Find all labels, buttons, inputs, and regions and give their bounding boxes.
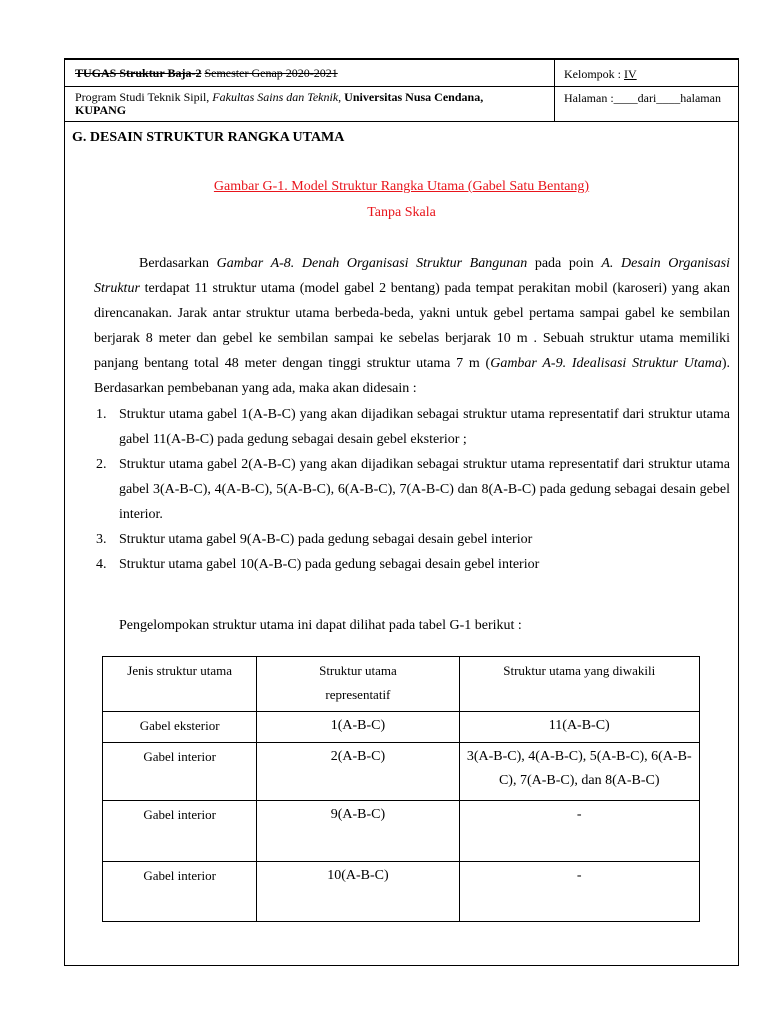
table-cell: 2(A-B-C) bbox=[257, 743, 459, 801]
para-text: Berdasarkan bbox=[139, 256, 209, 271]
section-heading: G. DESAIN STRUKTUR RANGKA UTAMA bbox=[72, 130, 345, 145]
list-item bbox=[94, 527, 730, 552]
course-title: TUGAS Struktur Baja-2 bbox=[75, 66, 202, 80]
page-counter: Halaman :____dari____halaman bbox=[564, 91, 721, 105]
table-cell: 3(A-B-C), 4(A-B-C), 5(A-B-C), 6(A-B-C), 7(A-B-C), dan 8(A-B-C) bbox=[459, 743, 699, 801]
column-header: Jenis struktur utama bbox=[103, 657, 257, 712]
body-paragraph bbox=[94, 251, 730, 401]
table-intro: Pengelompokan struktur utama ini dapat dilihat pada tabel G-1 berikut : bbox=[119, 618, 522, 633]
para-ref-figure-a8: Gambar A-8. Denah Organisasi Struktur Bangunan bbox=[216, 256, 528, 271]
table-row bbox=[103, 801, 700, 862]
table-cell: Gabel interior bbox=[103, 743, 257, 801]
faculty-text: Fakultas Sains dan Teknik, bbox=[212, 90, 342, 104]
para-text: terdapat 11 struktur utama (model gabel 2 bentang) pada tempat perakitan mobil (karoseri) yang akan direncanakan. Jarak antar struktur utama berbeda-beda, yakni untuk gebel pertama sampai gabel ke sembilan berjarak 8 meter dan gebel ke sembilan sampai ke sebelas berjarak 10 m . Sebuah struktur utama memiliki panjang bentang total 48 meter dengan tinggi struktur utama 7 m ( bbox=[94, 281, 731, 371]
list-number: 4. bbox=[96, 557, 107, 572]
structure-group-table bbox=[102, 656, 700, 922]
group-label: Kelompok : bbox=[564, 67, 621, 81]
header-program-cell bbox=[65, 87, 555, 122]
design-list bbox=[94, 402, 730, 577]
table-cell: 9(A-B-C) bbox=[257, 801, 459, 862]
list-item bbox=[94, 402, 730, 452]
list-number: 2. bbox=[96, 457, 107, 472]
table-cell: Gabel eksterior bbox=[103, 712, 257, 743]
table-row bbox=[103, 712, 700, 743]
city-text: KUPANG bbox=[75, 103, 127, 117]
column-header: Struktur utama yang diwakili bbox=[459, 657, 699, 712]
table-cell: 1(A-B-C) bbox=[257, 712, 459, 743]
para-ref-section-a: A. Desain Organisasi Struktur bbox=[94, 256, 730, 296]
table-cell: Gabel interior bbox=[103, 801, 257, 862]
header-page-cell bbox=[555, 87, 739, 122]
list-item bbox=[94, 552, 730, 577]
table-row bbox=[103, 743, 700, 801]
para-ref-figure-a9: Gambar A-9. Idealisasi Struktur Utama bbox=[490, 356, 722, 371]
semester-text: Semester Genap 2020-2021 bbox=[204, 66, 338, 80]
list-item-text: Struktur utama gabel 1(A-B-C) yang akan dijadikan sebagai struktur utama representatif dari struktur utama gabel 11(A-B-C) pada gedung sebagai desain gebel eksterior ; bbox=[119, 407, 730, 447]
list-item-text: Struktur utama gabel 2(A-B-C) yang akan dijadikan sebagai struktur utama representatif dari struktur utama gabel 3(A-B-C), 4(A-B-C), 5(A-B-C), 6(A-B-C), 7(A-B-C) dan 8(A-B-C) pada gedung sebagai desain gebel interior. bbox=[119, 457, 730, 522]
list-item-text: Struktur utama gabel 9(A-B-C) pada gedung sebagai desain gebel interior bbox=[119, 532, 533, 547]
table-cell: 11(A-B-C) bbox=[459, 712, 699, 743]
table-cell: - bbox=[459, 862, 699, 922]
column-header: Struktur utama representatif bbox=[257, 657, 459, 712]
list-number: 1. bbox=[96, 407, 107, 422]
para-text: pada poin bbox=[534, 256, 594, 271]
list-item-text: Struktur utama gabel 10(A-B-C) pada gedung sebagai desain gebel interior bbox=[119, 557, 540, 572]
table-row bbox=[103, 862, 700, 922]
table-header-row bbox=[103, 657, 700, 712]
table-cell: Gabel interior bbox=[103, 862, 257, 922]
table-cell: - bbox=[459, 801, 699, 862]
document-header bbox=[64, 58, 739, 122]
list-number: 3. bbox=[96, 532, 107, 547]
list-item bbox=[94, 452, 730, 527]
header-course-cell bbox=[65, 59, 555, 87]
header-group-cell bbox=[555, 59, 739, 87]
para-text: ). Berdasarkan pembebanan yang ada, maka akan didesain : bbox=[94, 356, 731, 396]
program-text: Program Studi Teknik Sipil, bbox=[75, 90, 210, 104]
university-text: Universitas Nusa Cendana, bbox=[344, 90, 484, 104]
table-cell: 10(A-B-C) bbox=[257, 862, 459, 922]
group-value: IV bbox=[624, 67, 637, 81]
figure-caption: Gambar G-1. Model Struktur Rangka Utama (Gabel Satu Bentang) bbox=[213, 179, 590, 194]
figure-scale-note: Tanpa Skala bbox=[367, 205, 436, 220]
